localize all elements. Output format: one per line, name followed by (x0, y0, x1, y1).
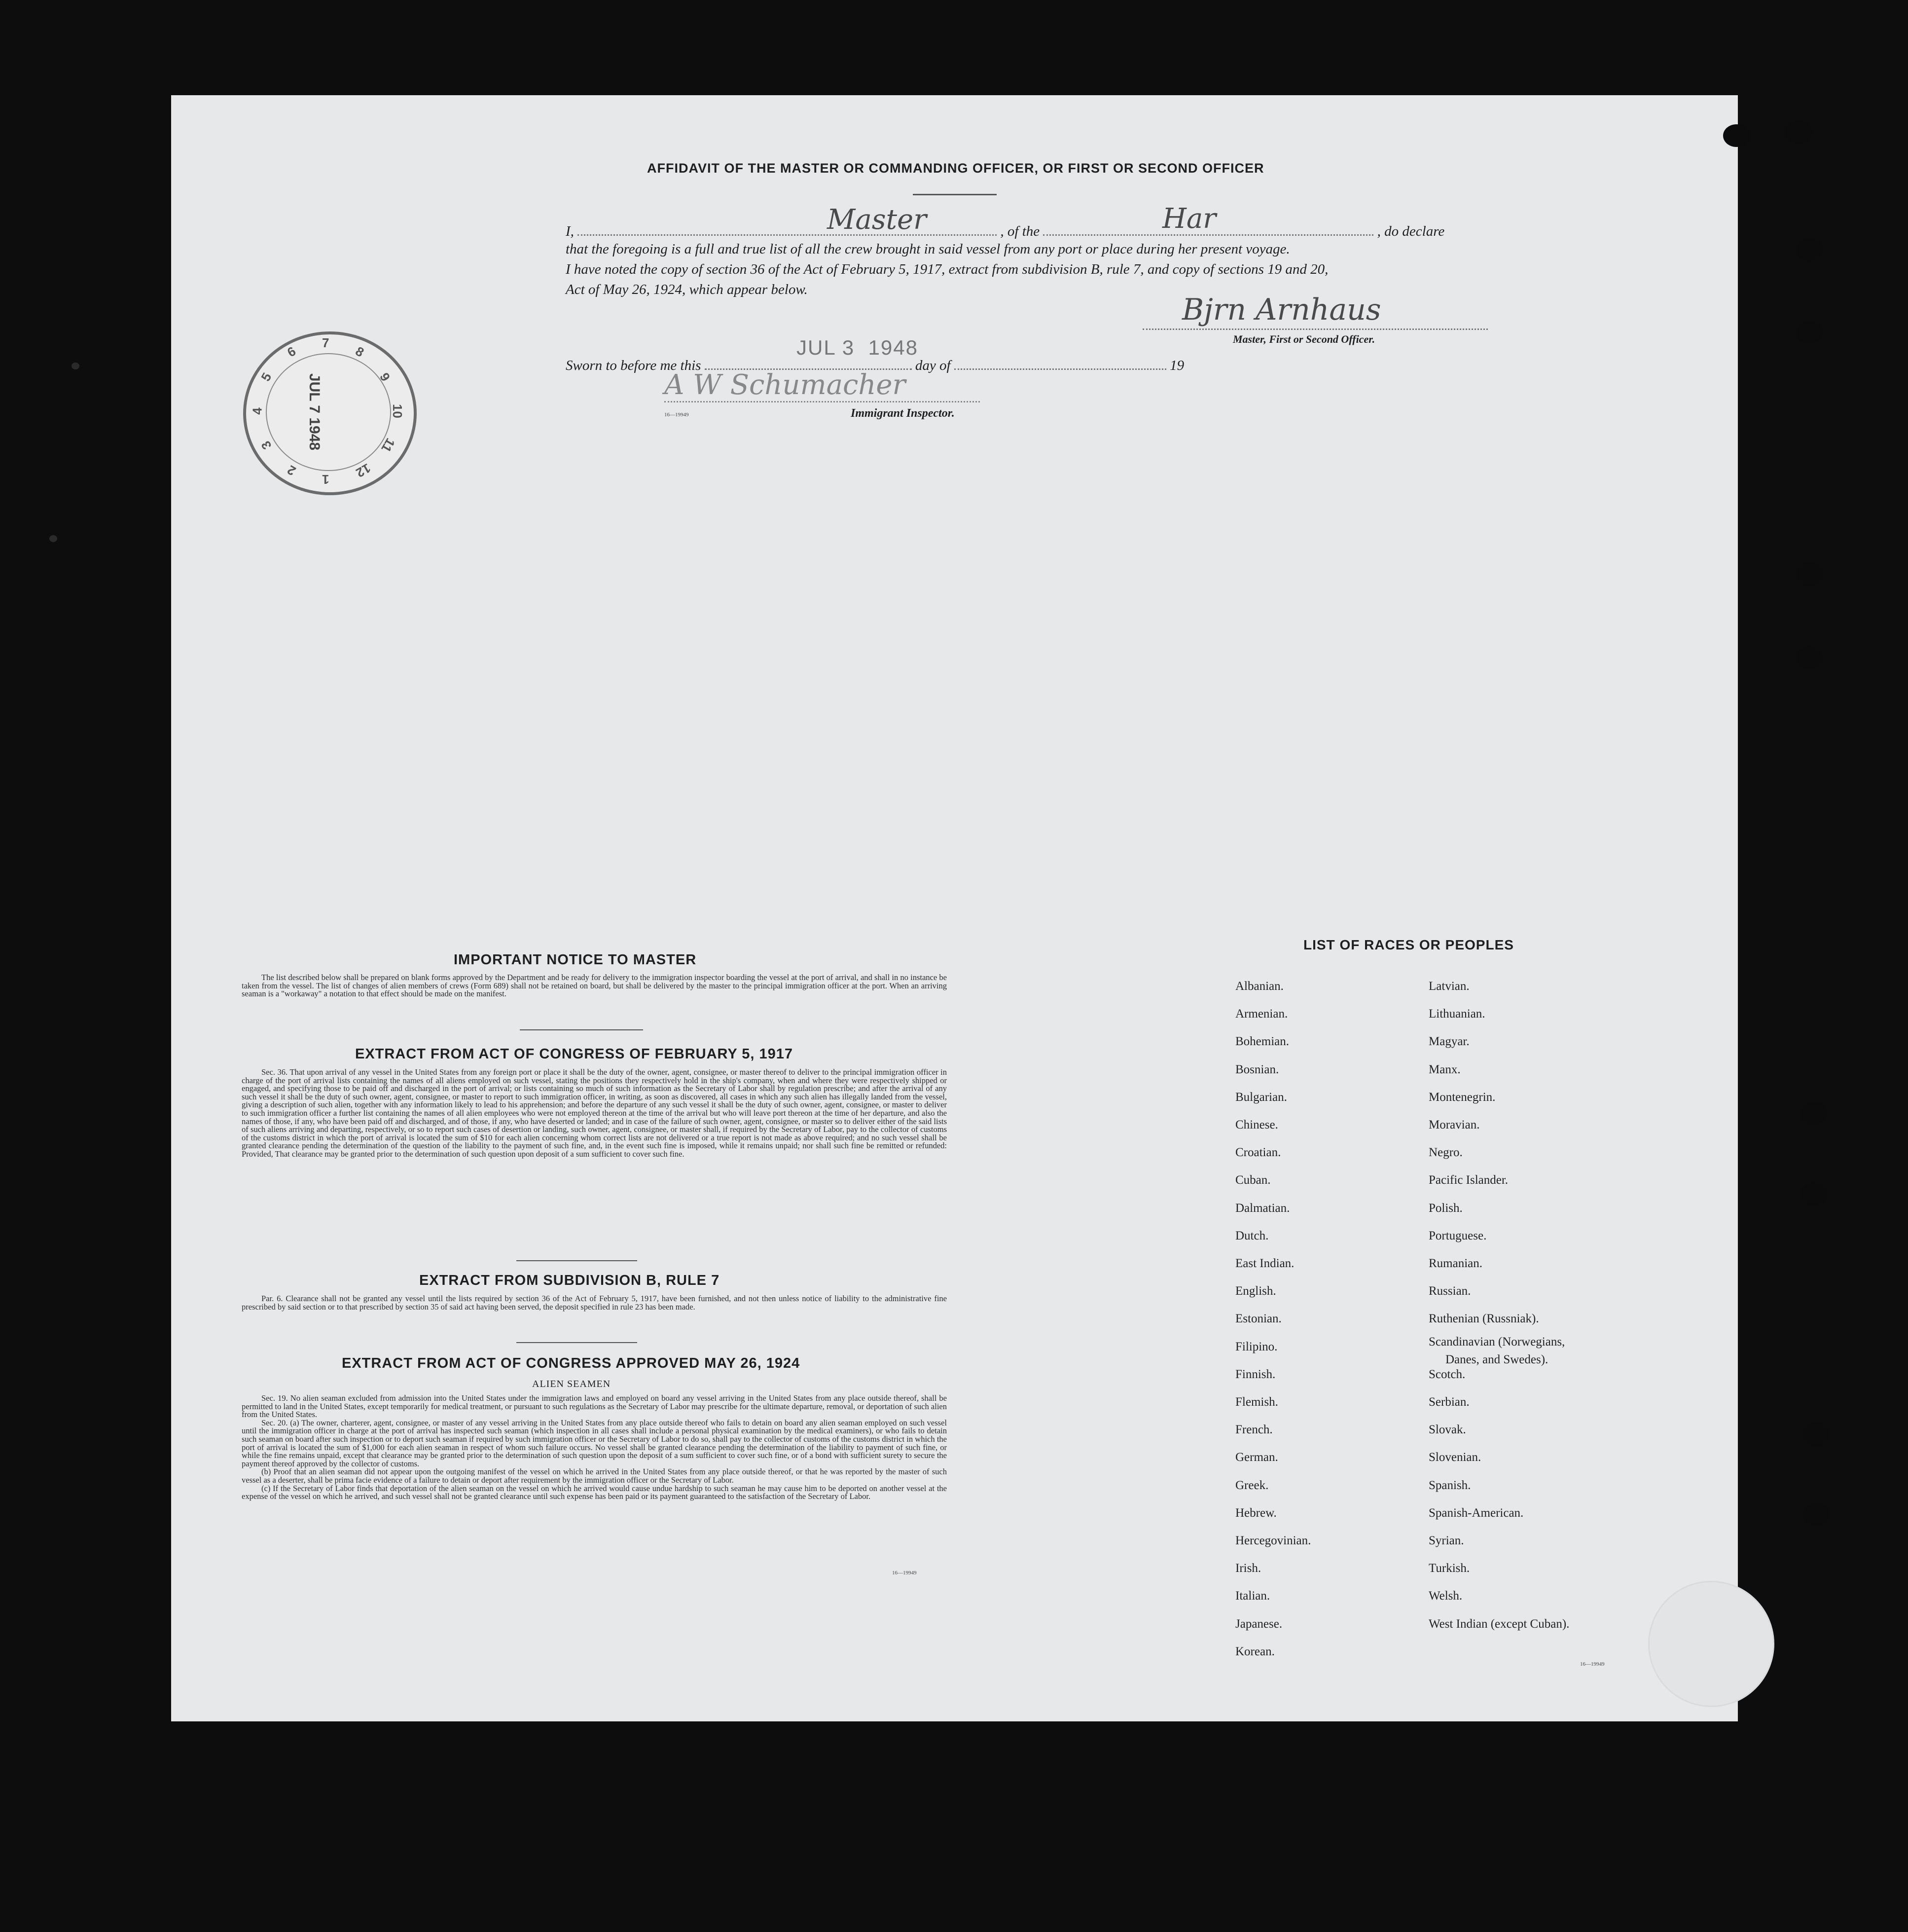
race-item: Scotch. (1429, 1367, 1466, 1381)
film-speck (49, 535, 57, 542)
race-item: Rumanian. (1429, 1257, 1483, 1270)
form-number-bottom-left: 16—19949 (892, 1570, 917, 1576)
race-item: Danes, and Swedes). (1445, 1352, 1548, 1366)
race-item: Japanese. (1235, 1617, 1283, 1631)
stamp-ring-number: 5 (258, 370, 275, 384)
stamp-ring-number: 11 (378, 436, 398, 455)
notice-title: IMPORTANT NOTICE TO MASTER (454, 952, 697, 968)
race-item: Welsh. (1429, 1589, 1463, 1603)
sec-20a: Sec. 20. (a) The owner, charterer, agent, consignee, or master of any vessel arriving in the United States from any place outside thereof who fails to detain on board any alien seaman employed on such vessel until the immigration officer in charge at the port of arrival has inspected such seaman (which inspection in all cases shall include a personal physical examination by the medical examiners), or who fails to detain such seaman on board after such inspection or to deport such seaman if required by such immigration officer or the Secretary of Labor to do so, shall pay to the collector of customs of the customs district in which the port of arrival is located the sum of $1,000 for each alien seaman in respect of whom such failure occurs. No vessel shall be granted clearance pending the determination of the liability to payment of such fine, or while the fine remains unpaid, except that clearance may be granted prior to the determination of such question upon the deposit of a sum sufficient to cover such fine, or of a bond with sufficient surety to secure the payment thereof approved by the collector of customs. (242, 1418, 947, 1468)
race-item: Bosnian. (1235, 1062, 1279, 1076)
race-item: Hercegovinian. (1235, 1534, 1311, 1547)
master-signature-line (1143, 328, 1488, 330)
race-item: English. (1235, 1284, 1276, 1298)
race-item: East Indian. (1235, 1257, 1295, 1270)
extract-1924-text (242, 1394, 947, 1501)
extract-1924-title: EXTRACT FROM ACT OF CONGRESS APPROVED MAY 26, 1924 (342, 1355, 800, 1371)
punch-hole (1800, 1183, 1827, 1205)
race-item: Russian. (1429, 1284, 1471, 1298)
form-number-top: 16—19949 (664, 412, 689, 418)
affidavit-title: AFFIDAVIT OF THE MASTER OR COMMANDING OFFICER, OR FIRST OR SECOND OFFICER (647, 161, 1264, 176)
stamp-ring-number: 1 (322, 472, 329, 487)
race-item: German. (1235, 1451, 1278, 1464)
punch-hole (1796, 239, 1823, 261)
race-item: Magyar. (1429, 1035, 1470, 1049)
alien-seamen-subtitle: ALIEN SEAMEN (532, 1379, 611, 1389)
of-the-label: , of the (1000, 223, 1040, 239)
punch-hole (1803, 1503, 1830, 1526)
race-item: Spanish. (1429, 1478, 1471, 1492)
punch-hole (1723, 124, 1750, 147)
race-item: Syrian. (1429, 1534, 1464, 1547)
race-item: Albanian. (1235, 980, 1284, 993)
inspector-signature: A W Schumacher (664, 369, 906, 401)
divider (516, 1342, 637, 1343)
declaration-line-2: that the foregoing is a full and true list of all the crew brought in said vessel from any port or place during her present voyage. (566, 241, 1290, 257)
race-item: Slovak. (1429, 1423, 1466, 1437)
vessel-handwritten: Har (1162, 203, 1216, 235)
race-item: Chinese. (1235, 1118, 1278, 1131)
declaration-line-3: I have noted the copy of section 36 of the Act of February 5, 1917, extract from subdivision B, rule 7, and copy of sections 19 and 20, (566, 261, 1329, 277)
race-item: Armenian. (1235, 1007, 1288, 1021)
inspector-signature-line (664, 401, 980, 402)
race-item: Manx. (1429, 1062, 1461, 1076)
race-item: Serbian. (1429, 1395, 1470, 1409)
sec-20b: (b) Proof that an alien seaman did not appear upon the outgoing manifest of the vessel on which he arrived in the United States from any place outside thereof, or that he was reported by the master of such vessel as a deserter, shall be prima facie evidence of a failure to detain or deport after requirement by the immigration officer or the Secretary of Labor. (242, 1467, 947, 1485)
race-item: Latvian. (1429, 980, 1470, 993)
day-of-label: day of (915, 358, 951, 373)
race-item: Polish. (1429, 1201, 1463, 1215)
punch-hole (1796, 321, 1823, 344)
race-item: Cuban. (1235, 1173, 1271, 1187)
race-item: Finnish. (1235, 1367, 1276, 1381)
stamp-date: JUL 7 1948 (306, 373, 323, 451)
sworn-label: Sworn to before me this (566, 358, 701, 373)
capacity-handwritten: Master (827, 204, 927, 236)
declaration-line-4: Act of May 26, 1924, which appear below. (566, 282, 808, 297)
sworn-date-stamp: JUL 3 1948 (796, 336, 918, 359)
race-item: Croatian. (1235, 1146, 1281, 1160)
capacity-field (577, 219, 997, 236)
punch-hole (1786, 121, 1812, 144)
stamp-ring-number: 4 (250, 407, 265, 415)
race-item: Turkish. (1429, 1562, 1470, 1575)
punch-hole (1796, 646, 1823, 669)
race-item: Scandinavian (Norwegians, (1429, 1335, 1565, 1349)
races-title: LIST OF RACES OR PEOPLES (1303, 937, 1514, 952)
document-page (171, 95, 1738, 1721)
punch-hole (1800, 1102, 1827, 1125)
year-prefix: 19 (1170, 358, 1185, 373)
race-item: Bulgarian. (1235, 1090, 1287, 1104)
race-item: Estonian. (1235, 1312, 1282, 1326)
race-item: Flemish. (1235, 1395, 1278, 1409)
race-item: Italian. (1235, 1589, 1270, 1603)
race-item: West Indian (except Cuban). (1429, 1617, 1570, 1631)
race-item: Portuguese. (1429, 1229, 1487, 1242)
race-item: Bohemian. (1235, 1035, 1290, 1049)
divider (520, 1029, 643, 1030)
rule7-text: Par. 6. Clearance shall not be granted any vessel until the lists required by section 36 of the Act of February 5, 1917, have been furnished, and not then unless notice of liability to the administrative fine prescribed by said section or to that prescribed by section 35 of said act having been served, the deposit specified in rule 23 has been made. (242, 1294, 947, 1312)
extract-1917-title: EXTRACT FROM ACT OF CONGRESS OF FEBRUARY 5, 1917 (355, 1046, 793, 1062)
race-item: French. (1235, 1423, 1273, 1437)
punch-hole (1796, 563, 1823, 585)
race-item: Moravian. (1429, 1118, 1480, 1131)
embossed-seal (1648, 1581, 1774, 1707)
stamp-ring-number: 6 (285, 343, 298, 361)
race-item: Dalmatian. (1235, 1201, 1290, 1215)
rule7-title: EXTRACT FROM SUBDIVISION B, RULE 7 (419, 1273, 720, 1288)
film-speck (72, 363, 79, 369)
stamp-inner-ring (266, 353, 391, 471)
race-item: Montenegrin. (1429, 1090, 1496, 1104)
form-number-bottom-right: 16—19949 (1580, 1661, 1605, 1667)
master-caption: Master, First or Second Officer. (1233, 333, 1375, 345)
stamp-ring-number: 12 (353, 460, 373, 480)
race-item: Negro. (1429, 1146, 1463, 1160)
declaration-line-1 (566, 219, 1444, 240)
stamp-ring-number: 3 (258, 438, 275, 452)
stamp-ring-number: 2 (285, 462, 298, 479)
i-label: I, (566, 223, 574, 239)
race-item: Lithuanian. (1429, 1007, 1485, 1021)
race-item: Filipino. (1235, 1340, 1278, 1353)
stamp-ring-number: 10 (390, 404, 405, 418)
race-item: Greek. (1235, 1478, 1269, 1492)
race-item: Irish. (1235, 1562, 1261, 1575)
race-item: Pacific Islander. (1429, 1173, 1509, 1187)
divider (516, 1260, 637, 1261)
divider (913, 194, 997, 195)
race-item: Ruthenian (Russniak). (1429, 1312, 1539, 1326)
extract-1917-text: Sec. 36. That upon arrival of any vessel in the United States from any foreign port or place it shall be the duty of the owner, agent, consignee, or master thereof to deliver to the principal immigration officer in charge of the port of arrival lists containing the names of all aliens employed on such vessel, stating the positions they respectively hold in the ship's company, when and where they were respectively shipped or engaged, and specifying those to be paid off and discharged in the port of arrival; or lists containing so much of such information as the Secretary of Labor shall by regulation prescribe; and after the arrival of any such vessel it shall be the duty of such owner, agent, consignee, or master to report to such immigration officer, in writing, as soon as discovered, all cases in which any such alien has illegally landed from the vessel, giving a description of such alien, together with any information likely to lead to his apprehension; and before the departure of any such vessel it shall be the duty of such owner, agent, consignee, or master to deliver to such immigration officer a further list containing the names of all alien employees who were not employed thereon at the time of the arrival but who will leave port thereon at the time of her departure, and also the names of those, if any, who have been paid off and discharged, and of those, if any, who have deserted or landed; and in case of the failure of such owner, agent, consignee, or master so to deliver either of the said lists of such aliens arriving and departing, respectively, or so to report such cases of desertion or landing, such owner, agent, consignee, or master shall, if required by the Secretary of Labor, pay to the collector of customs of the customs district in which the port of arrival is located the sum of $10 for each alien concerning whom correct lists are not delivered or a true report is not made as above required; and no such vessel shall be granted clearance pending the determination of the question of the liability to the payment of such fine, and, in the event such fine is imposed, while it remains unpaid; nor shall such fine be remitted or refunded: Provided, That clearance may be granted prior to the determination of such question upon deposit of a sum sufficient to cover such fine. (242, 1067, 947, 1159)
stamp-ring-number: 9 (376, 370, 393, 384)
circular-date-stamp (243, 331, 417, 495)
race-item: Dutch. (1235, 1229, 1269, 1242)
stamp-ring-number: 8 (353, 343, 367, 361)
sworn-month-field (954, 353, 1166, 370)
do-declare-label: , do declare (1377, 223, 1445, 239)
race-item: Korean. (1235, 1644, 1275, 1658)
race-item: Slovenian. (1429, 1451, 1481, 1464)
sec-19: Sec. 19. No alien seaman excluded from admission into the United States under the immigration laws and employed on board any vessel arriving in the United States from any place outside thereof, shall be permitted to land in the United States, except temporarily for medical treatment, or pursuant to such regulations as the Secretary of Labor may prescribe for the ultimate departure, removal, or deportation of such alien from the United States. (242, 1393, 947, 1420)
punch-hole (1803, 1423, 1830, 1446)
race-item: Spanish-American. (1429, 1506, 1524, 1520)
inspector-caption: Immigrant Inspector. (851, 407, 955, 420)
notice-text: The list described below shall be prepared on blank forms approved by the Department and be ready for delivery to the immigration inspector boarding the vessel at the port of arrival, and shall in no instance be taken from the vessel. The list of changes of alien members of crews (Form 689) shall not be retained on board, but shall be delivered by the master to the principal immigration officer at the port. When an arriving seaman is a "workaway" a notation to that effect should be made on the manifest. (242, 973, 947, 999)
race-item: Hebrew. (1235, 1506, 1277, 1520)
sec-20c: (c) If the Secretary of Labor finds that deportation of the alien seaman on the vessel on which he arrived would cause undue hardship to such seaman he may cause him to be deported on another vessel at the expense of the vessel on which he arrived, and such vessel shall not be granted clearance until such expense has been paid or its payment guaranteed to the satisfaction of the Secretary of Labor. (242, 1483, 947, 1501)
stamp-ring-number: 7 (322, 335, 329, 350)
master-signature: Bjrn Arnhaus (1182, 292, 1381, 327)
